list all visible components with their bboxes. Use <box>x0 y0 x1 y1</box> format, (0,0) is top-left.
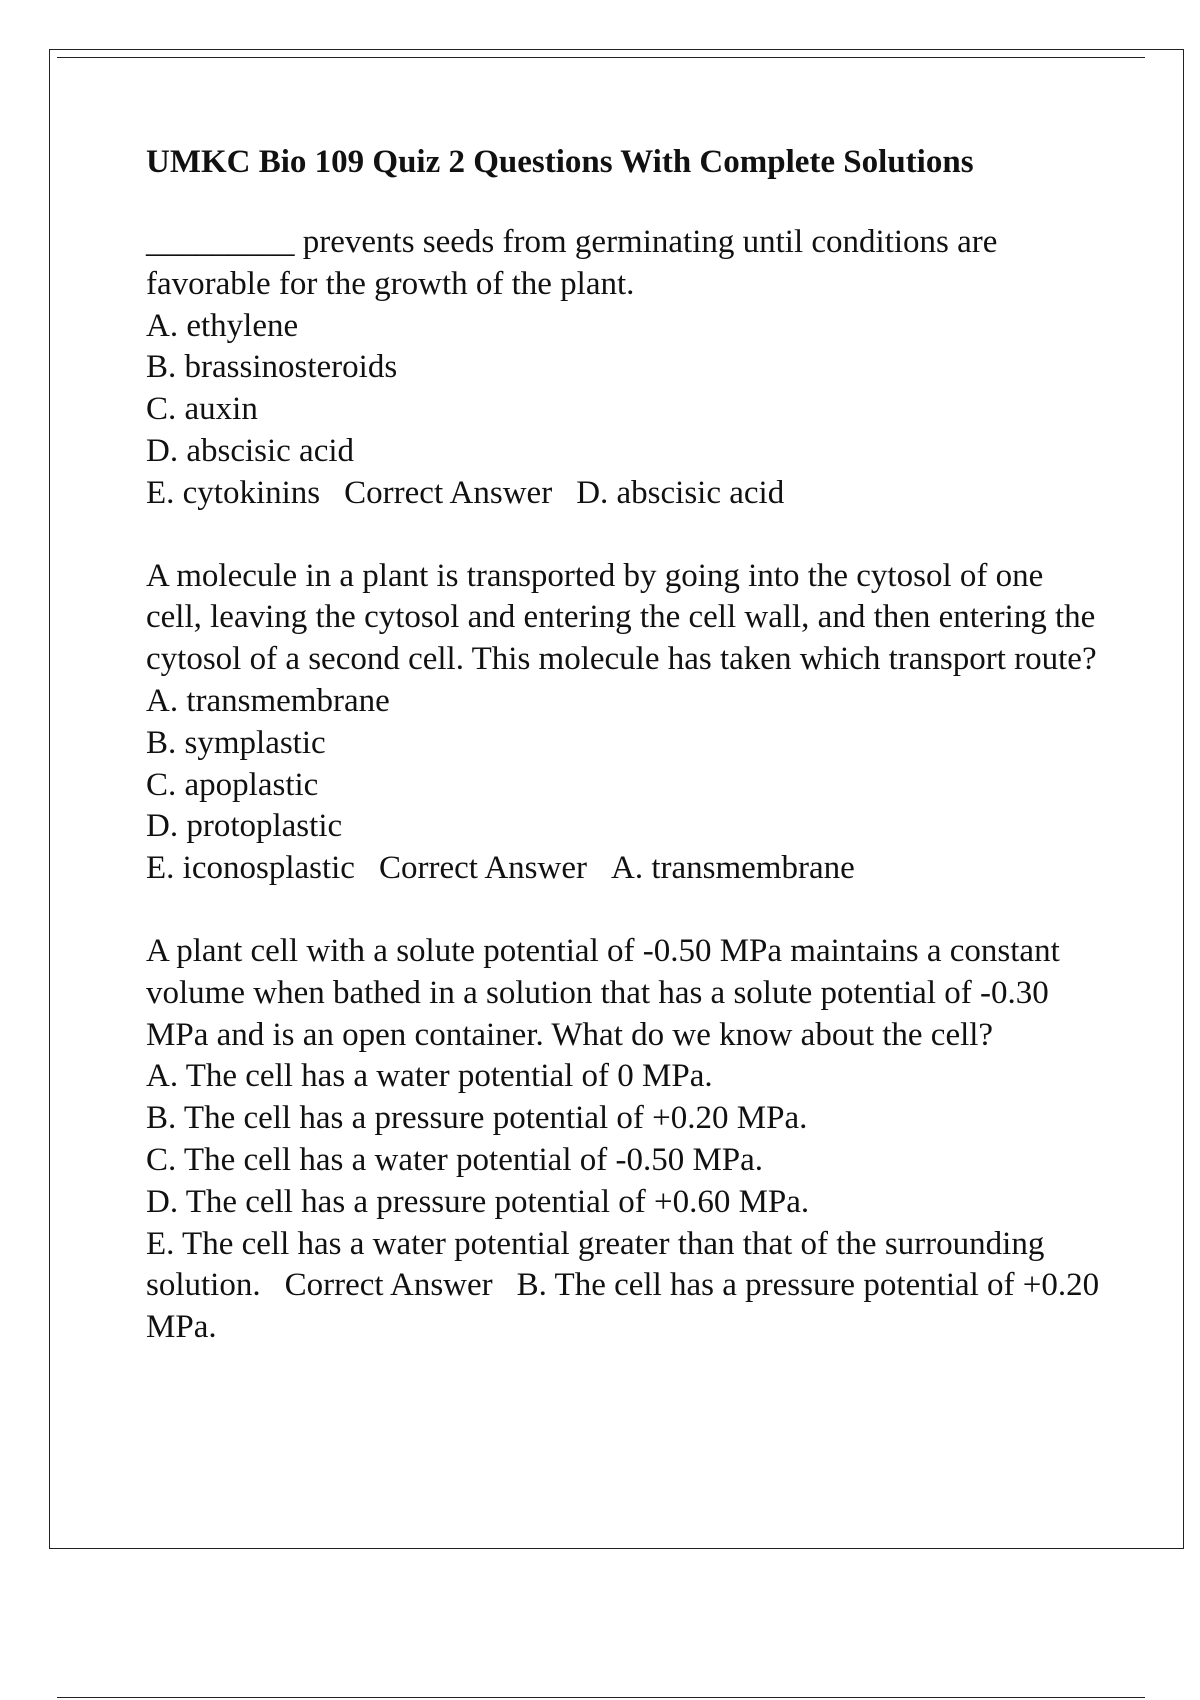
question-2 <box>146 556 1106 890</box>
document-title: UMKC Bio 109 Quiz 2 Questions With Complete Solutions <box>146 144 974 180</box>
header-rule <box>57 57 1145 58</box>
option-c: C. apoplastic <box>146 766 319 803</box>
question-stem: A molecule in a plant is transported by going into the cytosol of one cell, leaving the cytosol and entering the cell wall, and then entering the cytosol of a second cell. This molecule has taken which transport route? <box>146 557 1097 678</box>
answer-options <box>146 681 1106 890</box>
option-e: E. iconosplastic <box>146 850 355 887</box>
correct-answer-label: Correct Answer <box>344 474 553 511</box>
option-d: D. protoplastic <box>146 808 343 845</box>
answer-options <box>146 306 1106 515</box>
question-stem: A plant cell with a solute potential of -0.50 MPa maintains a constant volume when bathed in a solution that has a solute potential of -0.30 MPa and is an open container. What do we know about the cell? <box>146 932 1060 1053</box>
option-e-with-answer <box>146 1224 1106 1349</box>
answer-options <box>146 1056 1106 1349</box>
option-b: B. brassinosteroids <box>146 349 398 386</box>
question-1 <box>146 222 1106 515</box>
option-a: A. The cell has a water potential of 0 MPa. <box>146 1058 713 1095</box>
option-e-with-answer <box>146 848 1106 890</box>
question-stem: _________ prevents seeds from germinating until conditions are favorable for the growth of the plant. <box>146 224 998 302</box>
option-d: D. The cell has a pressure potential of +0.60 MPa. <box>146 1183 810 1220</box>
option-d: D. abscisic acid <box>146 432 355 469</box>
option-e: E. cytokinins <box>146 474 321 511</box>
option-c: C. The cell has a water potential of -0.50 MPa. <box>146 1141 764 1178</box>
option-b: B. symplastic <box>146 724 326 761</box>
option-e: E. The cell has a water potential greater than that of the surrounding solution. <box>146 1225 1045 1304</box>
option-b: B. The cell has a pressure potential of +0.20 MPa. <box>146 1100 808 1137</box>
footer-rule <box>57 1697 1145 1698</box>
correct-answer-label: Correct Answer <box>378 850 587 887</box>
correct-answer: D. abscisic acid <box>576 474 785 511</box>
document-body <box>146 142 1106 1390</box>
correct-answer: B. The cell has a pressure potential of +0.20 MPa. <box>146 1267 1100 1346</box>
question-3 <box>146 931 1106 1349</box>
correct-answer: A. transmembrane <box>611 850 855 887</box>
option-a: A. transmembrane <box>146 682 390 719</box>
option-e-with-answer <box>146 473 1106 515</box>
option-a: A. ethylene <box>146 307 299 344</box>
option-c: C. auxin <box>146 391 258 428</box>
correct-answer-label: Correct Answer <box>284 1267 493 1304</box>
